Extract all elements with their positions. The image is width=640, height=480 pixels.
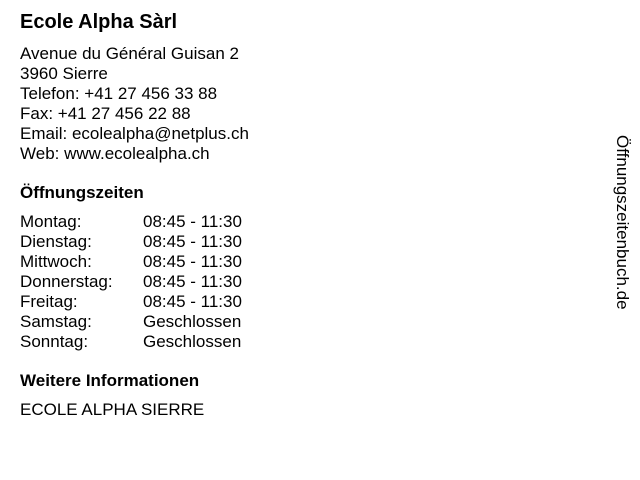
hours-time: 08:45 - 11:30: [143, 212, 242, 231]
phone-number: Telefon: +41 27 456 33 88: [20, 84, 218, 103]
hours-time: Geschlossen: [143, 312, 242, 331]
hours-time: 08:45 - 11:30: [143, 252, 242, 271]
hours-day: Sonntag:: [20, 332, 89, 351]
brand-watermark: Öffnungszeitenbuch.de: [613, 135, 632, 310]
hours-day: Freitag:: [20, 292, 78, 311]
hours-row: [20, 212, 600, 232]
fax-number: Fax: +41 27 456 22 88: [20, 104, 191, 123]
opening-hours-heading: Öffnungszeiten: [20, 183, 144, 202]
opening-hours-table: [20, 212, 600, 352]
business-card: [20, 8, 600, 420]
hours-time: 08:45 - 11:30: [143, 272, 242, 291]
hours-time: 08:45 - 11:30: [143, 292, 242, 311]
hours-row: [20, 252, 600, 272]
hours-day: Samstag:: [20, 312, 92, 331]
hours-time: Geschlossen: [143, 332, 242, 351]
hours-row: [20, 272, 600, 292]
hours-row: [20, 312, 600, 332]
address-street: Avenue du Général Guisan 2: [20, 44, 239, 63]
address-city: 3960 Sierre: [20, 64, 108, 83]
more-info-text: ECOLE ALPHA SIERRE: [20, 400, 205, 419]
hours-row: [20, 292, 600, 312]
hours-day: Dienstag:: [20, 232, 92, 251]
hours-row: [20, 332, 600, 352]
more-info-heading: Weitere Informationen: [20, 371, 200, 390]
email-address: Email: ecolealpha@netplus.ch: [20, 124, 249, 143]
hours-row: [20, 232, 600, 252]
hours-day: Montag:: [20, 212, 82, 231]
hours-day: Donnerstag:: [20, 272, 113, 291]
website-address: Web: www.ecolealpha.ch: [20, 144, 210, 163]
hours-day: Mittwoch:: [20, 252, 92, 271]
hours-time: 08:45 - 11:30: [143, 232, 242, 251]
business-name: Ecole Alpha Sàrl: [20, 11, 178, 33]
